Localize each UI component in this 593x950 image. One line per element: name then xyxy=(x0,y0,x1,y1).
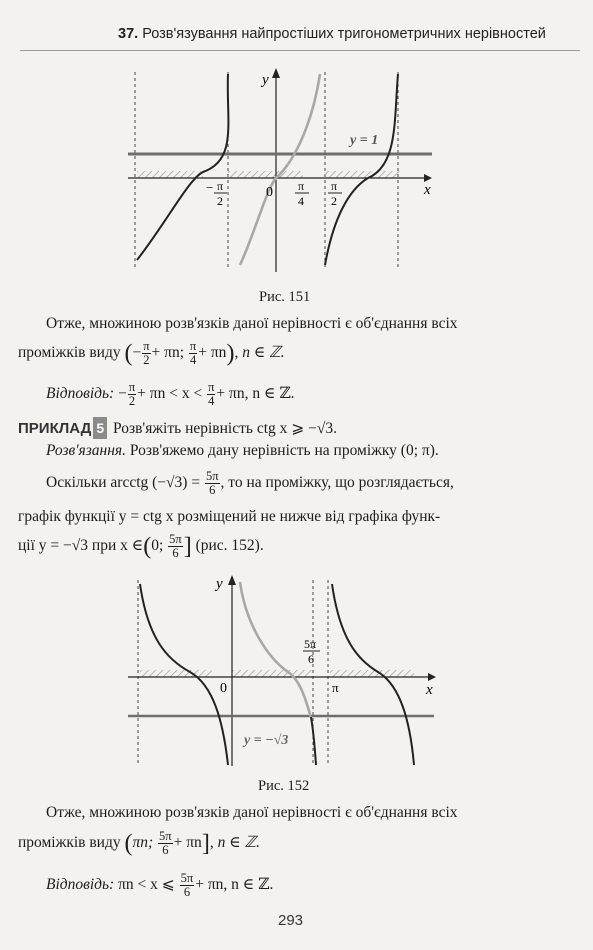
x-label: x xyxy=(424,182,431,198)
example-line: ПРИКЛАД 5 Розв'яжіть нерівність ctg x ⩾ −√3. xyxy=(18,417,337,440)
solution-hatch xyxy=(228,171,303,178)
figure-152 xyxy=(128,570,448,770)
y-label: y xyxy=(262,72,269,88)
figure-151-caption: Рис. 151 xyxy=(259,289,311,305)
solution-line: Розв'язання. Розв'яжемо дану нерівність на проміжку (0; π). xyxy=(46,442,439,459)
origin-label: 0 xyxy=(266,185,273,200)
solution-hatch xyxy=(140,670,212,677)
tangent-curve xyxy=(137,74,228,260)
solution-hatch xyxy=(232,670,312,677)
paragraph-line: ції y = −√3 при x ∈(0; $\frac{5\pi}{6}$ ] (рис. 152). xyxy=(18,532,264,560)
tick-den: 4 xyxy=(298,194,304,208)
paragraph-line: Отже, множиною розв'язків даної нерівності є об'єднання всіх xyxy=(46,804,458,821)
y-axis-arrow xyxy=(272,68,280,78)
y-axis-arrow xyxy=(228,575,236,585)
tick-den: 2 xyxy=(217,194,223,208)
running-header: 37. Розв'язування найпростіших тригонометричних нерівностей xyxy=(118,26,546,42)
tick-num: π xyxy=(298,179,305,193)
solution-hatch xyxy=(137,171,203,178)
y-label: y xyxy=(216,576,223,592)
line-label: y = −√3 xyxy=(244,733,289,748)
tick-minus: − xyxy=(206,180,214,195)
x-axis-arrow xyxy=(424,174,432,182)
tick-den: 6 xyxy=(308,652,314,666)
page-number: 293 xyxy=(278,912,304,929)
tick-num: 5π xyxy=(304,637,317,651)
tick-num: π xyxy=(217,179,224,193)
origin-label: 0 xyxy=(220,681,227,696)
paragraph-line: проміжків виду (− $\frac{\pi}{2}$ + πn; $\frac{\pi}{4}$ + πn), n ∈ ℤ. xyxy=(18,339,285,367)
cotangent-curve-gray xyxy=(240,582,311,717)
tick-den: 2 xyxy=(331,194,337,208)
example-number-badge: 5 xyxy=(93,417,107,439)
tangent-curve xyxy=(325,74,398,265)
solution-hatch xyxy=(325,171,400,178)
tick-num: π xyxy=(331,179,338,193)
paragraph-line: проміжків виду (πn; $\frac{5\pi}{6}$ + πn], n ∈ ℤ. xyxy=(18,829,260,857)
x-axis-arrow xyxy=(428,673,436,681)
figure-151 xyxy=(128,60,438,275)
figure-152-caption: Рис. 152 xyxy=(258,778,310,794)
paragraph-line: графік функції y = ctg x розміщений не нижче від графіка функ- xyxy=(18,508,441,525)
line-label: y = 1 xyxy=(350,133,379,148)
header-rule xyxy=(20,50,580,51)
solution-hatch xyxy=(330,670,414,677)
answer-line: Відповідь: πn < x ⩽ $\frac{5\pi}{6}$ + πn, n ∈ ℤ. xyxy=(46,871,274,899)
x-label: x xyxy=(426,682,433,698)
paragraph-line: Отже, множиною розв'язків даної нерівності є об'єднання всіх xyxy=(46,315,458,332)
pi-label: π xyxy=(332,680,339,695)
answer-line: Відповідь: − $\frac{\pi}{2}$ + πn < x < $\frac{\pi}{4}$ + πn, n ∈ ℤ. xyxy=(46,380,295,408)
paragraph-line: Оскільки arcctg (−√3) = $\frac{5\pi}{6}$ , то на проміжку, що розглядається, xyxy=(46,469,454,497)
tangent-curve-gray xyxy=(240,74,320,265)
